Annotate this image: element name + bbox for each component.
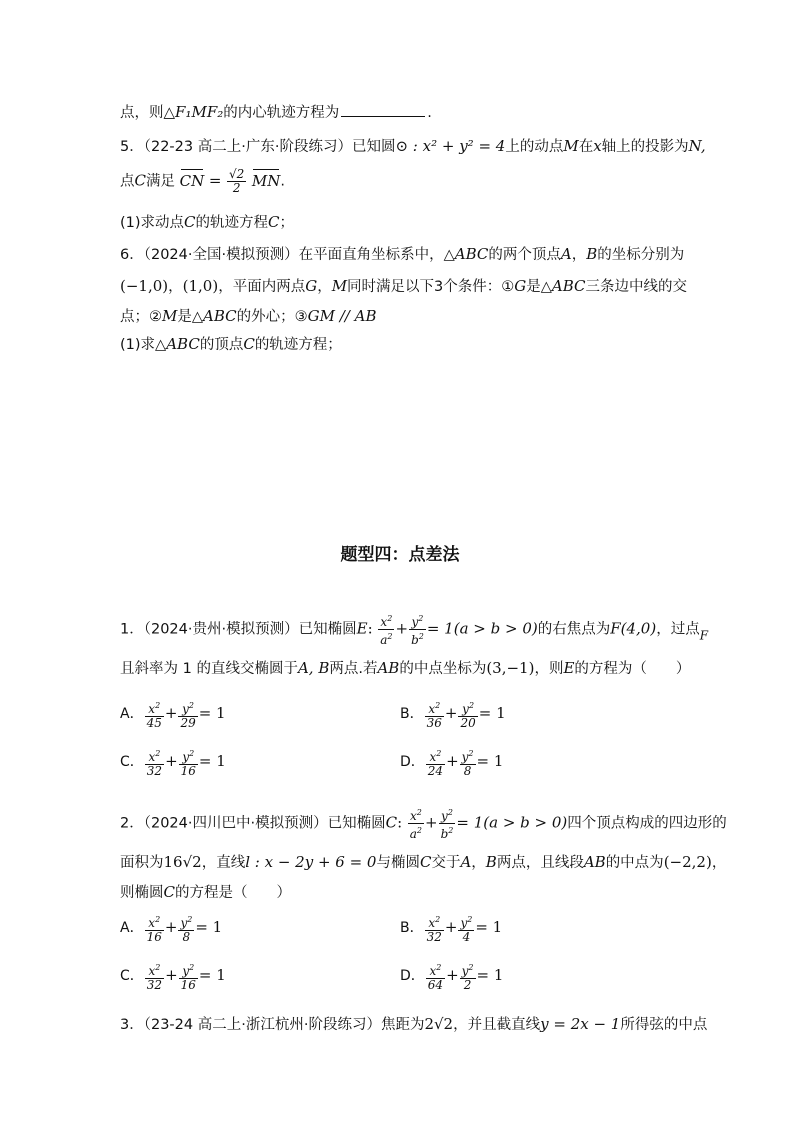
var-m: M xyxy=(162,307,178,325)
p1-text: 已知椭圆 xyxy=(298,621,357,638)
section-title: 题型四：点差法 xyxy=(340,545,460,565)
line-equation: y = 2x − 1 xyxy=(540,1015,621,1033)
colon: : xyxy=(397,813,403,832)
frac-den: 4 xyxy=(462,929,471,944)
q6-text: 是△ xyxy=(526,279,552,295)
var-c: C xyxy=(385,813,398,832)
equals-one: = 1 xyxy=(475,918,503,936)
fraction-y2-b2: $\frac{y^2}{b^2}$ xyxy=(440,808,454,841)
q6-text: 的两个顶点 xyxy=(488,247,561,263)
option-label: C． xyxy=(120,968,144,984)
circle-equation: ⊙ : x² + y² = 4 xyxy=(395,137,506,155)
q5-text: 点 xyxy=(120,173,135,190)
frac-den: 24 xyxy=(427,763,444,778)
option-frac-y: $\frac{y^2}{8}$ xyxy=(461,748,474,778)
q5-line2 xyxy=(120,168,285,195)
frac-num: x xyxy=(428,701,436,716)
midpoint: (3,−1) xyxy=(486,659,535,677)
p3-line1 xyxy=(120,1014,707,1035)
p3-text: ，并且截直线 xyxy=(453,1017,541,1033)
var-x: x xyxy=(593,137,602,155)
frac-den: 36 xyxy=(426,715,442,730)
frac-den: 8 xyxy=(182,929,191,944)
equals-one: = 1 xyxy=(476,966,504,984)
answer-blank xyxy=(341,116,425,117)
frac-num: x xyxy=(148,701,156,716)
frac-num: y xyxy=(411,615,419,629)
var-b: B xyxy=(586,245,598,263)
equals-sign: = xyxy=(208,171,222,190)
q5-text: 的轨迹方程 xyxy=(195,215,269,231)
frac-num: y xyxy=(182,701,189,716)
p1-text: ，过点 xyxy=(656,621,700,638)
var-ab: AB xyxy=(377,659,400,677)
equals-one: = 1 xyxy=(198,966,226,984)
option-label: D． xyxy=(400,968,425,984)
q6-text: (1)求△ xyxy=(120,337,167,353)
q4-tail-line xyxy=(120,102,432,123)
p3-text: 焦距为 xyxy=(380,1017,425,1033)
q5-text: 轴上的投影为 xyxy=(601,139,689,155)
q6-line2 xyxy=(120,276,687,297)
q5-text: . xyxy=(280,173,285,190)
q6-text: 的坐标分别为 xyxy=(597,247,685,263)
p2-text: 的中点为 xyxy=(605,855,664,871)
p2-text: 两点，且线段 xyxy=(496,855,584,871)
option-frac-y: $\frac{y^2}{4}$ xyxy=(460,914,473,944)
q5-part1 xyxy=(120,212,294,233)
option-c[interactable] xyxy=(120,960,226,992)
frac-num: y xyxy=(461,749,469,764)
frac-den: 2 xyxy=(232,181,241,195)
option-frac-y: $\frac{y^2}{16}$ xyxy=(180,748,196,778)
option-a[interactable] xyxy=(120,698,226,730)
frac-num: x xyxy=(148,915,156,930)
frac-num: y xyxy=(441,809,448,823)
var-e: E xyxy=(563,659,575,677)
p2-text: 面积为 xyxy=(120,855,164,871)
question-source: （2024·贵州·模拟预测） xyxy=(143,621,299,638)
fraction-x2-a2: $\frac{x^2}{a^2}$ xyxy=(380,614,393,647)
point-a: (−1,0) xyxy=(120,277,169,295)
question-number: 3． xyxy=(120,1017,144,1033)
vector-cn: CN xyxy=(179,171,205,190)
option-frac-x: $\frac{x^2}{24}$ xyxy=(427,748,444,778)
frac-num: x xyxy=(429,963,437,978)
question-number: 2． xyxy=(120,815,144,832)
midpoint: (−2,2) xyxy=(663,853,712,871)
q6-text: 同时满足以下 xyxy=(347,279,435,295)
p2-text: ， xyxy=(711,855,727,871)
q6-text: 个条件：① xyxy=(443,279,515,295)
option-d[interactable] xyxy=(400,960,503,992)
option-label: C． xyxy=(120,754,144,770)
var-abc: ABC xyxy=(454,245,489,263)
frac-den: 16 xyxy=(180,977,196,992)
option-b[interactable] xyxy=(400,912,502,944)
option-frac-x: $\frac{x^2}{32}$ xyxy=(426,914,442,944)
vector-mn: MN xyxy=(251,171,281,190)
triangle-label: F₁MF₂ xyxy=(175,103,224,121)
option-c[interactable] xyxy=(120,746,226,778)
frac-den: 32 xyxy=(146,763,163,778)
q6-text: ， xyxy=(168,279,183,295)
p1-text: 两点.若 xyxy=(329,661,378,677)
q6-text: 3 xyxy=(434,279,444,295)
plus-sign: + xyxy=(446,752,459,770)
equals-one: = 1 xyxy=(195,918,223,936)
q5-text: 满足 xyxy=(145,173,175,190)
question-source: （2024·全国·模拟预测） xyxy=(143,247,299,263)
var-a: A xyxy=(460,853,472,871)
q5-text: 在 xyxy=(578,139,594,155)
p2-text: 四个顶点构成的四边形的 xyxy=(567,815,727,832)
frac-num: x xyxy=(148,749,156,764)
var-m: M xyxy=(331,277,348,295)
area-value: 16√2 xyxy=(163,853,202,871)
p2-text: 的方程是（ ） xyxy=(174,885,291,901)
frac-den: 2 xyxy=(463,977,472,992)
fraction-y2-b2: $\frac{y^2}{b^2}$ xyxy=(411,614,424,647)
frac-den: a xyxy=(380,633,388,647)
equals-one: = 1 xyxy=(478,704,506,722)
focus-point: F(4,0) xyxy=(610,619,657,638)
p1-text: ，则 xyxy=(534,661,564,677)
p2-text: ，直线 xyxy=(201,855,246,871)
frac-num: x xyxy=(148,963,156,978)
equals-one: = 1 xyxy=(198,704,226,722)
frac-den: 8 xyxy=(463,763,472,778)
frac-num: y xyxy=(180,915,188,930)
plus-sign: + xyxy=(425,813,438,832)
frac-den: 20 xyxy=(460,715,476,730)
p2-text: ， xyxy=(471,855,486,871)
var-c: C xyxy=(134,171,146,190)
p2-line1 xyxy=(120,806,727,841)
q4-text: . xyxy=(427,105,432,121)
frac-num: √2 xyxy=(229,167,245,181)
q4-text: 的内心轨迹方程为 xyxy=(223,105,340,121)
var-m: M xyxy=(563,137,579,155)
plus-sign: + xyxy=(165,966,178,984)
point-b: (1,0) xyxy=(182,277,219,295)
option-frac-y: $\frac{y^2}{29}$ xyxy=(180,700,196,730)
plus-sign: + xyxy=(395,619,409,638)
question-source: （23-24 高二上·浙江杭州·阶段练习） xyxy=(143,1017,381,1033)
frac-den: 29 xyxy=(180,715,196,730)
frac-den: 16 xyxy=(146,929,162,944)
question-number: 6． xyxy=(120,247,144,263)
plus-sign: + xyxy=(446,966,459,984)
q5-text: ； xyxy=(279,215,295,231)
frac-den: 32 xyxy=(426,929,442,944)
option-frac-y: $\frac{y^2}{2}$ xyxy=(461,962,474,992)
plus-sign: + xyxy=(164,918,178,936)
colon: : xyxy=(367,619,373,638)
frac-den: b xyxy=(440,827,449,841)
option-frac-x: $\frac{x^2}{64}$ xyxy=(427,962,444,992)
p2-text: 已知椭圆 xyxy=(327,815,386,832)
q6-text: ， xyxy=(317,279,332,295)
frac-num: x xyxy=(380,615,388,629)
frac-num: y xyxy=(461,963,469,978)
parallel-condition: GM // AB xyxy=(307,307,377,325)
question-source: （22-23 高二上·广东·阶段练习） xyxy=(143,139,352,155)
q6-text: 的外心；③ xyxy=(236,309,308,325)
equals-one: = 1 xyxy=(476,752,504,770)
frac-num: x xyxy=(428,915,436,930)
q5-text: (1)求动点 xyxy=(120,215,185,231)
p2-text: 则椭圆 xyxy=(120,885,164,901)
question-source: （2024·四川巴中·模拟预测） xyxy=(143,815,328,832)
var-abc: ABC xyxy=(551,277,586,295)
p1-line1 xyxy=(120,612,708,647)
q6-text: 点；② xyxy=(120,309,162,325)
triangle-symbol: △ xyxy=(163,103,176,121)
frac-num: y xyxy=(462,701,469,716)
q6-part1 xyxy=(120,334,342,355)
q5-line1 xyxy=(120,136,706,157)
option-label: D． xyxy=(400,754,425,770)
frac-den: 16 xyxy=(180,763,196,778)
option-b[interactable] xyxy=(400,698,506,730)
var-c: C xyxy=(419,853,432,871)
frac-num: x xyxy=(429,749,437,764)
p1-line2 xyxy=(120,658,690,679)
frac-den: 64 xyxy=(427,977,444,992)
option-label: B． xyxy=(400,706,424,722)
q6-text: 的顶点 xyxy=(199,337,244,353)
p3-text: 所得弦的中点 xyxy=(620,1017,708,1033)
frac-num: y xyxy=(182,749,190,764)
q6-text: 三条边中线的交 xyxy=(585,279,688,295)
frac-den: a xyxy=(409,827,417,841)
var-f: F xyxy=(699,628,709,643)
p2-text: 与椭圆 xyxy=(376,855,420,871)
plus-sign: + xyxy=(165,752,178,770)
line-equation: l : x − 2y + 6 = 0 xyxy=(245,853,377,871)
var-c: C xyxy=(243,335,255,353)
var-b: B xyxy=(485,853,497,871)
p2-line2 xyxy=(120,852,726,873)
var-c: C xyxy=(184,213,196,231)
q6-text: ，平面内两点 xyxy=(218,279,306,295)
p1-text: 的方程为（ ） xyxy=(574,661,691,677)
var-ab: A, B xyxy=(297,659,330,677)
var-g: G xyxy=(305,277,318,295)
frac-den: b xyxy=(411,633,419,647)
var-abc: ABC xyxy=(203,307,237,325)
option-frac-x: $\frac{x^2}{16}$ xyxy=(146,914,162,944)
q6-line1 xyxy=(120,244,684,265)
var-n: N, xyxy=(688,137,706,155)
q4-text: 点，则 xyxy=(120,105,164,121)
q6-line3 xyxy=(120,306,376,327)
var-c: C xyxy=(163,883,175,901)
option-frac-x: $\frac{x^2}{45}$ xyxy=(146,700,162,730)
option-label: A． xyxy=(120,920,144,936)
option-frac-x: $\frac{x^2}{36}$ xyxy=(426,700,442,730)
q6-text: 是△ xyxy=(177,309,204,325)
var-e: E xyxy=(356,619,368,638)
frac-den: 45 xyxy=(146,715,162,730)
option-frac-y: $\frac{y^2}{8}$ xyxy=(180,914,193,944)
question-number: 1． xyxy=(120,621,144,638)
option-frac-x: $\frac{x^2}{32}$ xyxy=(146,748,163,778)
frac-num: x xyxy=(409,809,417,823)
option-label: A． xyxy=(120,706,144,722)
option-frac-x: $\frac{x^2}{32}$ xyxy=(146,962,163,992)
frac-num: y xyxy=(460,915,468,930)
option-a[interactable] xyxy=(120,912,222,944)
focal-distance: 2√2 xyxy=(424,1015,454,1033)
frac-den: 32 xyxy=(146,977,163,992)
fraction-x2-a2: $\frac{x^2}{a^2}$ xyxy=(409,808,423,841)
question-number: 5． xyxy=(120,139,144,155)
option-frac-y: $\frac{y^2}{20}$ xyxy=(460,700,476,730)
p2-text: 交于 xyxy=(431,855,461,871)
q5-text: 已知圆 xyxy=(351,139,396,155)
q6-text: 在平面直角坐标系中，△ xyxy=(298,247,455,263)
option-d[interactable] xyxy=(400,746,503,778)
p1-text: 的中点坐标为 xyxy=(399,661,487,677)
var-a: A xyxy=(560,245,572,263)
var-c: C xyxy=(268,213,280,231)
q5-text: 上的动点 xyxy=(505,139,564,155)
option-frac-y: $\frac{y^2}{16}$ xyxy=(180,962,196,992)
p2-line3 xyxy=(120,882,291,903)
p1-text: 的右焦点为 xyxy=(537,621,611,638)
equation-tail: = 1(a > b > 0) xyxy=(426,619,538,638)
var-ab: AB xyxy=(583,853,606,871)
frac-num: y xyxy=(182,963,190,978)
plus-sign: + xyxy=(164,704,178,722)
equation-tail: = 1(a > b > 0) xyxy=(456,813,568,832)
fraction-sqrt2-over-2 xyxy=(227,168,246,195)
var-abc: ABC xyxy=(166,335,200,353)
p1-text: 且斜率为 1 的直线交椭圆于 xyxy=(120,661,298,677)
plus-sign: + xyxy=(444,704,458,722)
equals-one: = 1 xyxy=(198,752,226,770)
plus-sign: + xyxy=(444,918,458,936)
var-g: G xyxy=(514,277,527,295)
q6-text: 的轨迹方程； xyxy=(254,337,342,353)
q6-text: ， xyxy=(571,247,587,263)
option-label: B． xyxy=(400,920,424,936)
